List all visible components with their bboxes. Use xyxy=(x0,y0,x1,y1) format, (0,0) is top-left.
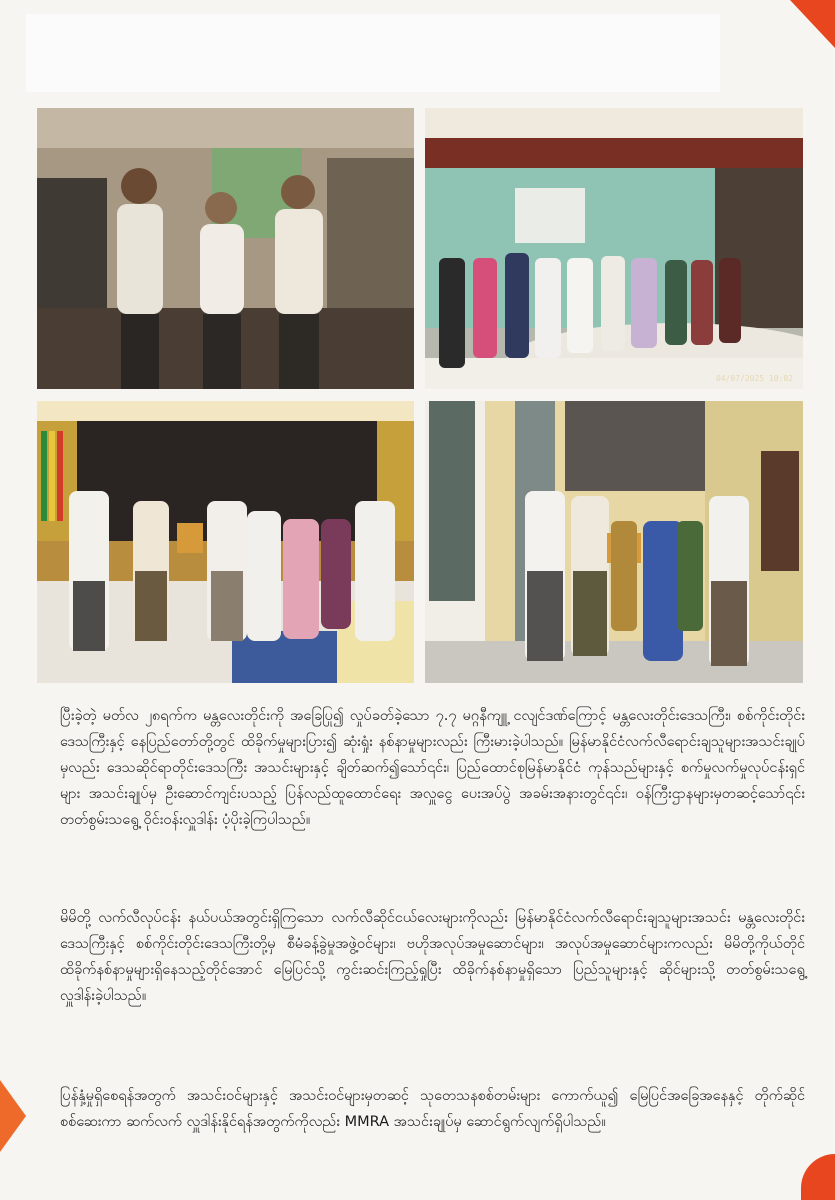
article-paragraph-2: မိမိတို့ လက်လီလုပ်ငန်း နယ်ပယ်အတွင်းရှိကြသော လက်လီဆိုင်ငယ်လေးများကိုလည်း မြန်မာနိုင်ငံလက်လီရောင်းချသူများအသင်း မန္တလေးတိုင်းဒေသကြီးနှင့် စစ်ကိုင်းတိုင်းဒေသကြီးတို့မှ စီမံခန့်ခွဲမှုအဖွဲ့ဝင်များ၊ ဗဟိုအလုပ်အမှုဆောင်များ၊ အလုပ်အမှုဆောင်များကလည်း မိမိတို့ကိုယ်တိုင် ထိခိုက်နစ်နာမှုများရှိနေသည့်တိုင်အောင် မြေပြင်သို့ ကွင်းဆင်းကြည့်ရှုပြီး ထိခိုက်နစ်နာမှုရှိသော ပြည်သူများနှင့် ဆိုင်များသို့ တတ်စွမ်းသရွေ့ လှူဒါန်းခဲ့ပါသည်။ xyxy=(60,910,805,1004)
photo-meeting-room-group xyxy=(425,108,803,389)
corner-decoration-top-right xyxy=(775,0,835,48)
photo-timestamp: 04/07/2025 10:02 xyxy=(715,374,793,383)
photo-building-handover xyxy=(425,401,803,683)
corner-decoration-bottom-right xyxy=(801,1154,835,1200)
corner-decoration-left xyxy=(0,1080,26,1152)
photo-stage-presentation xyxy=(37,401,414,683)
photo-office-meeting xyxy=(37,108,414,389)
header-band xyxy=(26,14,720,92)
article-paragraph-3: ပြန်နှံ့မှုရှိစေရန်အတွက် အသင်းဝင်များနှင့် အသင်းဝင်များမှတဆင့် သုတေသနစစ်တမ်းများ ကောက်ယူ၍ မြေပြင်အခြေအနေနှင့် တိုက်ဆိုင်စစ်ဆေးကာ ဆက်လက် လှူဒါန်းနိုင်ရန်အတွက်ကိုလည်း MMRA အသင်းချုပ်မှ ဆောင်ရွက်လျက်ရှိပါသည်။ xyxy=(60,1088,805,1130)
article-paragraph-1: ပြီးခဲ့တဲ့ မတ်လ ၂၈ရက်က မန္တလေးတိုင်းကို အခြေပြု၍ လှုပ်ခတ်ခဲ့သော ၇.၇ မဂ္ဂနီကျူ့ ငလျင်ဒဏ်ကြောင့် မန္တလေးတိုင်းဒေသကြီး၊ စစ်ကိုင်းတိုင်းဒေသကြီးနှင့် နေပြည်တော်တို့တွင် ထိခိုက်မှုများပြား၍ ဆုံးရှုံး နစ်နာမှုများလည်း ကြီးမားခဲ့ပါသည်။ မြန်မာနိုင်ငံလက်လီရောင်းချသူများအသင်းချုပ်မှလည်း ဒေသဆိုင်ရာတိုင်းဒေသကြီး အသင်းများနှင့် ချိတ်ဆက်၍သော်၎င်း၊ ပြည်ထောင်စုမြန်မာနိုင်ငံ ကုန်သည်များနှင့် စက်မှုလက်မှုလုပ်ငန်းရှင်များ အသင်းချုပ်မှ ဦးဆောင်ကျင်းပသည့် ပြန်လည်ထူထောင်ရေး အလှူငွေ ပေးအပ်ပွဲ အခမ်းအနားတွင်၎င်း၊ ဝန်ကြီးဌာနများမှတဆင့်သော်၎င်း တတ်စွမ်းသရွေ့ ဝိုင်းဝန်းလှူဒါန်း ပံ့ပိုးခဲ့ကြပါသည်။ xyxy=(60,708,805,828)
